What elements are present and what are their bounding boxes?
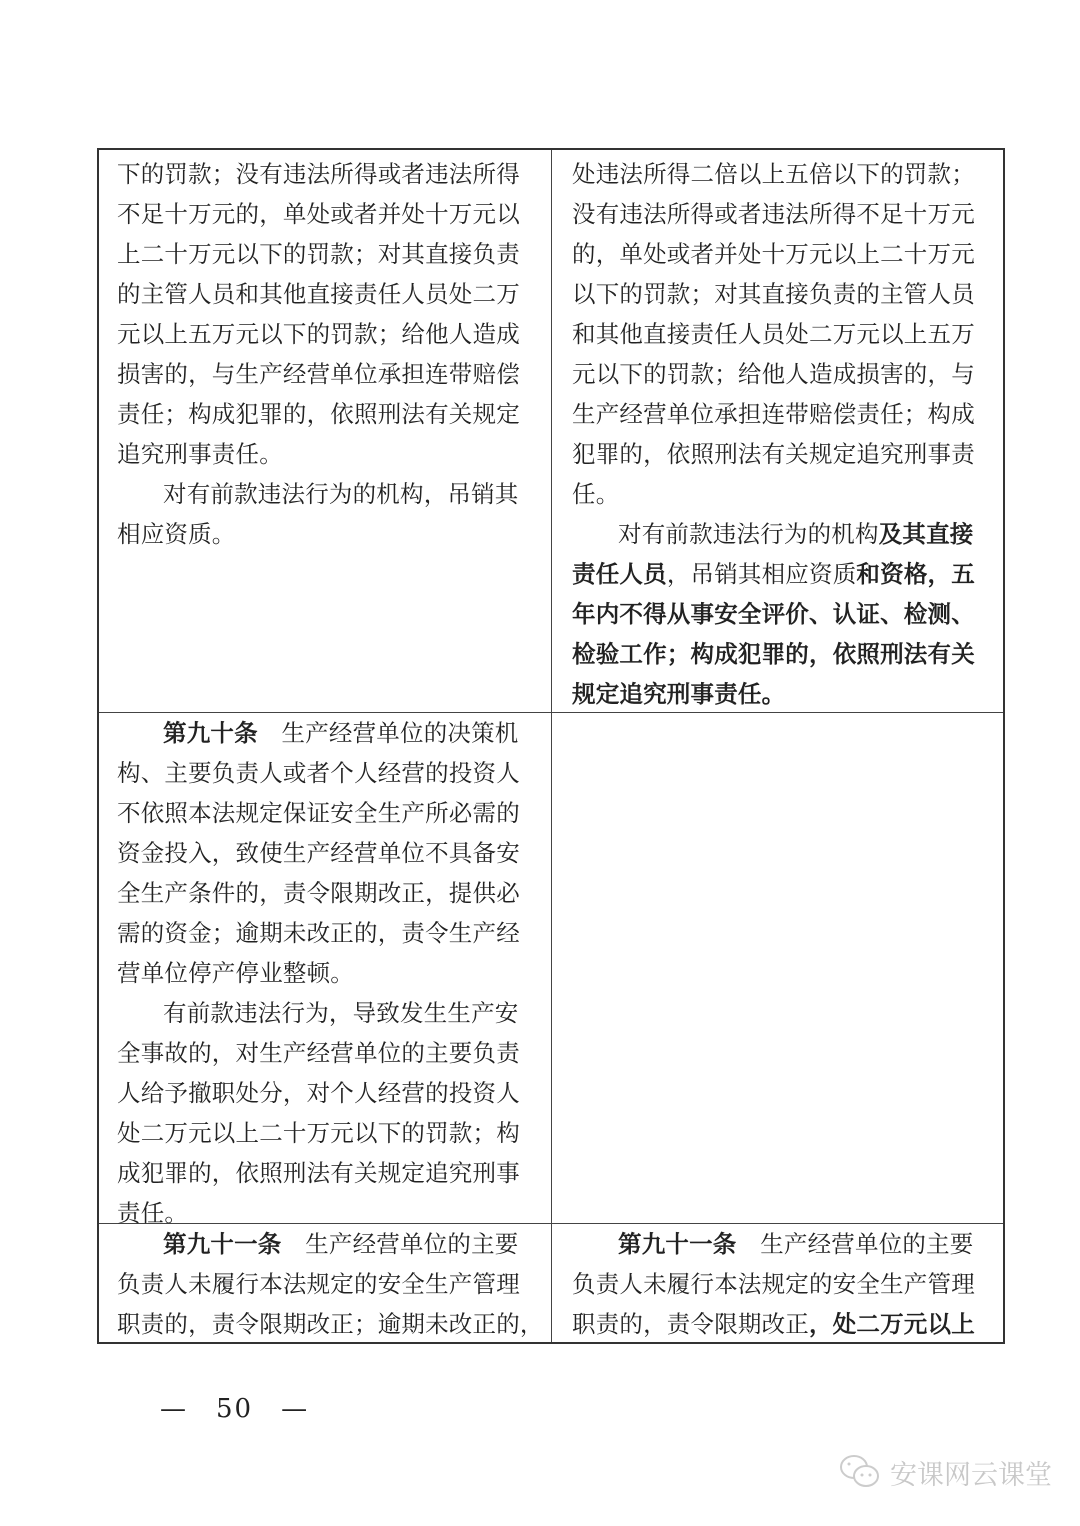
text-line [117, 993, 543, 1033]
text-segment: 下的罚款；没有违法所得或者违法所得 [117, 160, 520, 188]
text-line [572, 1304, 995, 1344]
text-segment: 不足十万元的，单处或者并处十万元以 [117, 200, 520, 228]
page-number: — 50 — [160, 1394, 310, 1424]
text-segment: 责任；构成犯罪的，依照刑法有关规定 [117, 400, 520, 428]
text-line [117, 833, 543, 873]
text-segment: 有前款违法行为，导致发生生产安 [163, 999, 519, 1027]
text-segment: 负责人未履行本法规定的安全生产管理 [572, 1270, 975, 1298]
text-line [117, 1264, 543, 1304]
text-segment: 犯罪的，依照刑法有关规定追究刑事责 [572, 440, 975, 468]
amended-text: 检验工作；构成犯罪的，依照刑法有关 [572, 640, 975, 668]
original-text-cell [99, 1224, 551, 1342]
text-segment: 全事故的，对生产经营单位的主要负责 [117, 1039, 520, 1067]
text-line [572, 394, 995, 434]
text-line [117, 753, 543, 793]
text-line [117, 354, 543, 394]
text-segment: 追究刑事责任。 [117, 440, 283, 468]
text-segment: 处违法所得二倍以上五倍以下的罚款； [572, 160, 975, 188]
text-segment: 的主管人员和其他直接责任人员处二万 [117, 280, 520, 308]
text-segment: 以下的罚款；对其直接负责的主管人员 [572, 280, 975, 308]
text-line [572, 1224, 995, 1264]
text-segment: 元以上五万元以下的罚款；给他人造成 [117, 320, 520, 348]
text-segment: 损害的，与生产经营单位承担连带赔偿 [117, 360, 520, 388]
text-line [117, 234, 543, 274]
amended-text: 第九十条 [163, 719, 258, 747]
text-segment: 上二十万元以下的罚款；对其直接负责 [117, 240, 520, 268]
revised-text-cell [551, 713, 1003, 1223]
text-line [572, 274, 995, 314]
revised-text-cell [551, 150, 1003, 712]
text-line [117, 873, 543, 913]
text-segment: 生产经营单位承担连带赔偿责任；构成 [572, 400, 975, 428]
text-line [117, 713, 543, 753]
text-line [572, 354, 995, 394]
text-segment: 负责人未履行本法规定的安全生产管理 [117, 1270, 520, 1298]
comparison-table [97, 148, 1005, 1344]
text-line [572, 634, 995, 674]
amended-text: ，处二万元以上 [809, 1310, 975, 1338]
text-line [117, 953, 543, 993]
table-row [99, 1223, 1003, 1342]
text-line [117, 274, 543, 314]
text-segment: 对有前款违法行为的机构，吊销其 [163, 480, 519, 508]
text-line [572, 554, 995, 594]
table-row [99, 712, 1003, 1227]
text-line [117, 194, 543, 234]
text-segment: 需的资金；逾期未改正的，责令生产经 [117, 919, 520, 947]
text-line [117, 1113, 543, 1153]
amended-text: 年内不得从事安全评价、认证、检测、 [572, 600, 975, 628]
text-segment: 处二万元以上二十万元以下的罚款；构 [117, 1119, 520, 1147]
text-line [572, 674, 995, 714]
amended-text: 规定追究刑事责任。 [572, 680, 786, 708]
text-segment: 资金投入，致使生产经营单位不具备安 [117, 839, 520, 867]
text-segment: 生产经营单位的主要 [281, 1230, 519, 1258]
text-line [572, 234, 995, 274]
revised-text-cell [551, 1224, 1003, 1342]
text-line [117, 394, 543, 434]
text-segment: 的，单处或者并处十万元以上二十万元 [572, 240, 975, 268]
text-segment: 任。 [572, 480, 620, 508]
amended-text: 和资格，五 [856, 560, 975, 588]
text-segment: 职责的，责令限期改正 [572, 1310, 809, 1338]
text-line [572, 314, 995, 354]
original-text-cell [99, 713, 551, 1227]
text-line [117, 1153, 543, 1193]
amended-text: 及其直接 [878, 520, 974, 548]
text-segment: 和其他直接责任人员处二万元以上五万 [572, 320, 975, 348]
text-segment: 没有违法所得或者违法所得不足十万元 [572, 200, 975, 228]
text-line [117, 154, 543, 194]
text-segment: 人给予撤职处分，对个人经营的投资人 [117, 1079, 520, 1107]
text-line [572, 434, 995, 474]
amended-text: 第九十一条 [163, 1230, 282, 1258]
text-line [117, 514, 543, 554]
text-segment: 责任。 [117, 1199, 189, 1227]
text-line [117, 434, 543, 474]
text-line [572, 594, 995, 634]
text-line [117, 314, 543, 354]
table-row [99, 150, 1003, 712]
original-text-cell [99, 150, 551, 712]
text-line [117, 913, 543, 953]
text-segment: 营单位停产停业整顿。 [117, 959, 354, 987]
text-line [117, 1304, 543, 1344]
watermark-text: 安课网云课堂 [890, 1459, 1052, 1491]
watermark [838, 1452, 1052, 1492]
text-segment: 构、主要负责人或者个人经营的投资人 [117, 759, 520, 787]
text-segment: 生产经营单位的主要 [736, 1230, 974, 1258]
text-segment: 元以下的罚款；给他人造成损害的，与 [572, 360, 975, 388]
text-line [117, 1073, 543, 1113]
text-segment: 不依照本法规定保证安全生产所必需的 [117, 799, 520, 827]
text-segment: 相应资质。 [117, 520, 236, 548]
wechat-icon [838, 1452, 882, 1492]
text-segment: 全生产条件的，责令限期改正，提供必 [117, 879, 520, 907]
text-line [117, 1033, 543, 1073]
text-segment: 生产经营单位的决策机 [257, 719, 519, 747]
amended-text: 责任人员 [572, 560, 667, 588]
text-segment: 对有前款违法行为的机构 [618, 520, 879, 548]
text-segment: 职责的，责令限期改正；逾期未改正的， [117, 1310, 544, 1338]
text-segment: 成犯罪的，依照刑法有关规定追究刑事 [117, 1159, 520, 1187]
text-line [117, 1224, 543, 1264]
text-line [572, 194, 995, 234]
text-line [572, 514, 995, 554]
text-line [117, 474, 543, 514]
text-line [572, 474, 995, 514]
text-line [572, 1264, 995, 1304]
text-segment: ，吊销其相应资质 [666, 560, 857, 588]
amended-text: 第九十一条 [618, 1230, 737, 1258]
text-line [117, 793, 543, 833]
text-line [572, 154, 995, 194]
